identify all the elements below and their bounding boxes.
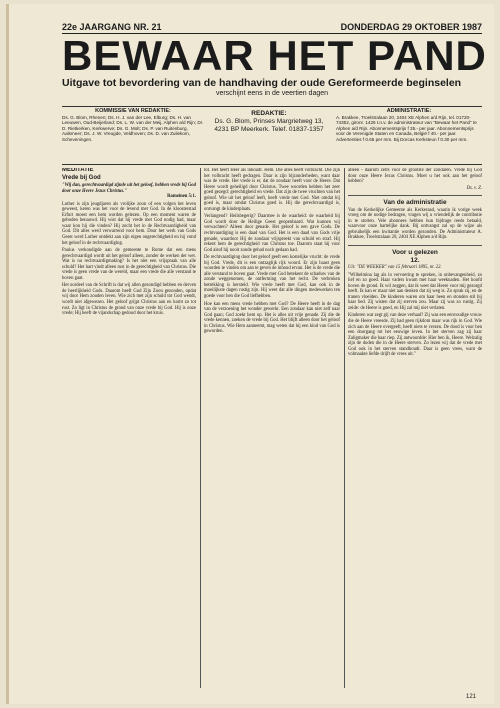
page-number: 121 [465,694,476,700]
column-divider [344,168,345,688]
issue-number: 22e JAARGANG NR. 21 [62,22,162,32]
admin-section-text: Van de Kerkelijke Gemeente als Kerkeraad, waarin ik vorige week vroeg om de nodige bedragen, vragen wij u vriendelijk de contributie in te storten. Vele abonnees hebben hun bijdrage reeds betaald, waarvoor onze hartelijke dank. Bij ontvangst zal op de wijze als gebruikelijk een kwitantie worden gezonden. De Administrateur A. Brakkee, Troelstralaan 20, 2404 XE Alphen a/d Rijn. [348,207,482,241]
redactie-address: 4231 BP Meerkerk. Telef. 01837-1357 [214,126,324,133]
newspaper-subtitle: Uitgave tot bevordering van de handhaving der oude Gereformeerde beginselen [62,77,462,89]
masthead [62,22,487,97]
middle-paragraph: Hoe kan een mens vrede hebben met God? De Heere heeft in de dag van de verzoening het wonder gewerkt. Een zondaar kan niet zelf naar God gaan; God zoekt hem op. Het is alles uit vrije genade. Zij die de vrede kennen, zoeken de vrede bij God. Het blijft alleen door het geloof in Christus. Wie Hem aanneemt, mag weten dat hij een kind van God is geworden. [204,301,340,335]
section-rule [348,195,482,196]
newspaper-title: BEWAAR HET PAND [62,32,487,79]
meditatie-paragraph: Het oordeel van de Schrift is dat wij allen gezondigd hebben en derven de heerlijkheid Gods. Daarom heeft God Zijn Zoon gezonden, opdat wij door Hem zouden leven. Wie zich met zijn schuld tot God wendt, wordt niet afgewezen. Het geloof grijpt Christus aan en komt zo tot rust. Zo ligt in Christus de grond van onze vrede bij God. Hij is onze vrede; Hij heeft de vijandschap gedood door het kruis. [62,283,196,317]
newspaper-page [6,4,494,704]
issue-date: DONDERDAG 29 OKTOBER 1987 [340,22,482,32]
meditatie-signature: Ds. v. Z. [466,185,482,191]
administration-text: A. Brakkee, Troelstralaan 20, 2404 XE Alphen a/d Rijn, tel. 01720-74352, gironr. 1426 t.n.v. de administrateur van "Bewaar het Pand" te Alphen a/d Rijn. Abonnementsprijs f 35.- per jaar. Abonnementsprijs voor de Verenigde Staten en Canada, België f 40.- per jaar. Advertenties f 0.65 per mm. Bij Dorcas Kerksteun f 0.30 per mm. [336,114,477,142]
publication-frequency: verschijnt eens in de veertien dagen [215,90,329,97]
commission-heading: KOMMISSIE VAN REDAKTIE: [95,108,171,114]
commission-box [62,109,204,143]
header-bottom-rule [62,164,482,165]
page-edge-shadow [6,4,9,704]
meditatie-reference: Romeinen 5:1. [167,194,196,200]
meditatie-heading: Vrede bij God [62,174,101,181]
meditatie-rubric: MEDITATIE [62,168,94,173]
meditatie-paragraph: Luther is zijn jeugdjaren als vrolijke zoon of een volgen het leven geweest, keren was het voor de levend met God. In de kloosterstad Erfurt moest een hem worden gelezen. Op een moment waren de geboden benauwd. Hij wist dat hij vrede met God nodig had, maar waar kon hij die vinden? Hij zocht het in de Rechtvaardigheid van God. Dit alles werd verwarrend voor hem. Door het werk van Gods Geest werd Luther ontdekt aan zijn eigen ongerechtigheid en hij vond het geloof in de rechtvaardiging. [62,201,196,246]
middle-paragraph: De rechtvaardiging door het geloof geeft een kostelijke vrucht: de vrede bij God. Vrede, dit is een ontzaglijk rijk woord. Er zijn haast geen woorden te vinden om aan te geven de inhoud ervan. Het is de vrede die alle verstand te boven gaat. Vrede met God betekent de schaduw van de zonde weggenomen, de ontferming van het recht. De verbroken betrekking is hersteld. Wie vrede heeft met God, kan ook in de moeilijkste dagen rustig zijn. Hij weet dat alle dingen medewerken ten goede voor hen die God liefhebben. [204,255,340,300]
section-rule [348,245,482,246]
redactie-name: Ds. G. Blom, Prinses Margrietweg 13, [214,118,324,125]
voor-source: Uit: "DE WEEKER" van 15 februari 1895, nr. 22. [348,265,442,271]
voor-paragraph: "Wilhelmina lag als in vervoering te spreken, in onbevangenheid, zo lief en zo goed. Haar vaders kwam met haar weeknaden. Het hoofd boven de grond. Ik wil zeggen, dat ik weet dat Heere voor mij gezorgd heeft. Ik kan er maar niet aan denken dat zij weg is. Zo sprak zij, en de tranen vloeiden. De kinderen waren om haar heen en stonden stil bij haar bed. Zij wisten dat zij sterven zou. Maar zij was zo rustig. Zij zeide: de Heere is goed, en Hij zal mij niet verlaten. [348,272,482,311]
redactie-heading: REDAKTIE: [251,110,287,117]
meditatie-paragraph: Paulus verkondigde aan de gemeente te Rome dat een mens gerechtvaardigd wordt uit het geloof alleen, zonder de werken der wet. Wat is nu rechtvaardigmaking? Is het niet een vrijspraak van alle schuld? Het hart vindt alleen rust in de gerechtigheid van Christus. Die vrede is geen vrede van de wereld, maar een vrede die alle verstand te boven gaat. [62,248,196,281]
meditatie-column [62,168,196,693]
meditatie-quote: "Wij dan, gerechtvaardigd zijnde uit het geloof, hebben vrede bij God door onze Heere Jezus Christus." [62,183,196,194]
redactie-box [209,110,329,134]
administration-box [336,109,482,143]
masthead-rule [62,106,482,107]
commission-text: Ds. G. Blom, Rhenen; Ds. H. J. van der Lee, Elburg; Ds. H. van Leeuwen, Oud-Beijerland; Ds. L. W. van der Meij, Alphen a/d Rijn; Dr. D. Rietkerken, Kerkwerve; Ds. G. Molt; Ds. P. van Ruitenburg, Aalsmeer; Ds. J. W. Vreugde, Veldhoven; Ds. D. van Zuilekom, Scheveningen. [62,114,204,142]
admin-section-heading: Van de administratie [383,199,447,207]
right-paragraph: alleen - daarom zelfs voor de grootste der zondaren. Vrede bij God door onze Heere Jezus Christus. Moet u het ook aan het geloof hebben? [348,168,482,185]
right-column [348,168,482,693]
voor-heading: Voor u gelezen [392,249,438,257]
middle-paragraph: tot. Het heeft Heer als inhoudt. Hem. Die alles heeft volbracht. Die zijn het volbracht heeft gedragen. Daar is zijn bijzonderheden, want daar was de vrede. Het vrede is er, dat de zondaar heeft voor de Heere. Dat Heere wordt geheiligd door Christus. Twee woorden hebben het zeer goed gezegd: gerechtigheid en vrede. Dat zijn de twee vruchten van het geloof. Wie uit het geloof leeft, heeft vrede met God. Niet omdat hij goed is, maar omdat Christus goed is. Hij die gerechtvaardigd is, ontvangt de kinderplaats. [204,168,340,212]
administration-heading: ADMINISTRATIE: [386,108,432,114]
column-divider [200,168,201,688]
voor-number: 12. [410,256,420,264]
voor-paragraph: Kinderen wat zegt gij van deze verhaal? Zij was een eenvoudige vrouw die de Heere vreesde. Zij had geen rijkdom maar was rijk in God. Wie zich aan de Heere overgeeft, heeft niets te vrezen. De dood is voor hen een doorgang tot het eeuwige leven. In het sterven zag zij haar Zaligmaker die haar riep. Zij antwoordde: Hier ben ik, Heere. Welzalig zijn de doden die in de Heere sterven. Zo lezen wij dat de vrede met God ook in het sterven standhoudt. Daar is geen vrees, want de volmaakte liefde drijft de vrees uit." [348,313,482,358]
middle-paragraph: Verlangend? Heilsbegerig? Daarmee is de waarheid: de waarheid bij God wordt door de Heilige Geest geopenbaard. Wat kunnen wij verwachten? Alleen door genade. Het geloof is een gave Gods. De rechtvaardiging is een daad van God. Het is een daad van Gods vrije genade, waardoor Hij de zondaar vrijspreekt van schuld en straf. Hij rekent hem de gerechtigheid van Christus toe. Daarom staat hij voor God alsof hij nooit zonde gehad noch gedaan had. [204,214,340,253]
middle-column [204,168,340,693]
